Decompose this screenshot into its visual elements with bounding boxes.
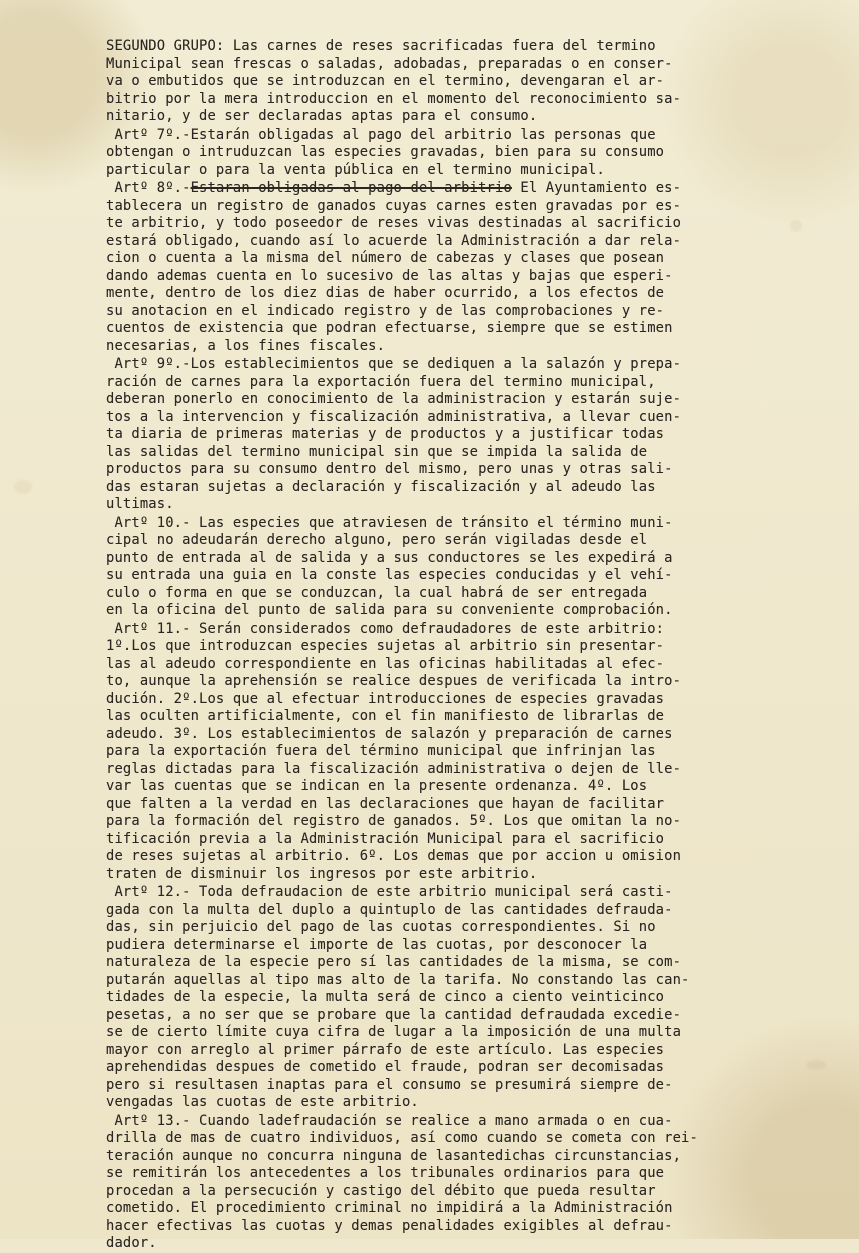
- text-line-5: nitario, y de ser declaradas aptas para el consumo.: [106, 108, 538, 124]
- text-line-30: punto de entrada al de salida y a sus conductores se les expedirá a: [106, 549, 673, 566]
- text-line-37: to, aunque la aprehensión se realice despues de verificada la intro-: [106, 673, 682, 689]
- text-line-57: se de cierto límite cuya cifra de lugar a la imposición de una multa: [106, 1024, 682, 1040]
- text-line-35: 1º.Los que introduzcan especies sujetas al arbitrio sin presentar-: [106, 638, 665, 654]
- text-line-4: bitrio por la mera introduccion en el momento del reconocimiento sa-: [106, 90, 682, 107]
- text-line-54: putarán aquellas al tipo mas alto de la tarifa. No constando las can-: [106, 971, 690, 988]
- text-line-39: las oculten artificialmente, con el fin manifiesto de librarlas de: [106, 708, 665, 724]
- text-line-38: dución. 2º.Los que al efectuar introducciones de especies gravadas: [106, 690, 665, 707]
- text-line-59: aprehendidas despues de cometido el fraude, podran ser decomisadas: [106, 1059, 665, 1075]
- text-line-44: que falten a la verdad en las declaraciones que hayan de facilitar: [106, 795, 665, 812]
- text-line-1: SEGUNDO GRUPO: Las carnes de reses sacrificadas fuera del termino: [106, 38, 656, 54]
- text-line-19: Artº 9º.-Los establecimientos que se dediquen a la salazón y prepa-: [106, 356, 682, 372]
- text-line-36: las al adeudo correspondiente en las oficinas habilitadas al efec-: [106, 655, 665, 672]
- text-line-23: ta diaria de primeras materias y de productos y a justificar todas: [106, 426, 665, 442]
- text-line-28: Artº 10.- Las especies que atraviesen de tránsito el término muni-: [106, 514, 673, 531]
- text-line-6: Artº 7º.-Estarán obligadas al pago del arbitrio las personas que: [106, 126, 656, 143]
- text-line-51: das, sin perjuicio del pago de las cuotas correspondientes. Si no: [106, 919, 656, 935]
- typed-text-block: [106, 38, 806, 1253]
- text-line-16: su anotacion en el indicado registro y de las comprobaciones y re-: [106, 302, 665, 319]
- text-line-67: cometido. El procedimiento criminal no impidirá a la Administración: [106, 1200, 673, 1216]
- text-line-62: Artº 13.- Cuando ladefraudación se realice a mano armada o en cua-: [106, 1112, 673, 1129]
- text-line-41: para la exportación fuera del término municipal que infrinjan las: [106, 743, 656, 759]
- text-line-50: gada con la multa del duplo a quintuplo de las cantidades defrauda-: [106, 901, 673, 918]
- text-line-63: drilla de mas de cuatro individuos, así como cuando se cometa con rei-: [106, 1130, 698, 1146]
- text-line-55: tidades de la especie, la multa será de cinco a ciento veinticinco: [106, 989, 665, 1005]
- text-line-11: te arbitrio, y todo poseedor de reses vivas destinadas al sacrificio: [106, 215, 682, 231]
- text-line-9: Artº 8º.-Estaran obligadas al pago del arbitrio El Ayuntamiento es-: [106, 180, 682, 196]
- text-line-25: productos para su consumo dentro del mismo, pero unas y otras sali-: [106, 461, 673, 477]
- text-line-33: en la oficina del punto de salida para su conveniente comprobación.: [106, 602, 673, 618]
- text-line-14: dando ademas cuenta en lo sucesivo de las altas y bajas que esperi-: [106, 267, 673, 284]
- text-line-27: ultimas.: [106, 496, 174, 512]
- text-line-60: pero si resultasen inaptas para el consumo se presumirá siempre de-: [106, 1076, 673, 1093]
- text-line-18: necesarias, a los fines fiscales.: [106, 337, 386, 354]
- text-line-21: deberan ponerlo en conocimiento de la administracion y estarán suje-: [106, 391, 682, 407]
- text-line-3: va o embutidos que se introduzcan en el termino, devengaran el ar-: [106, 73, 665, 89]
- text-line-56: pesetas, a no ser que se probare que la cantidad defraudada excedie-: [106, 1006, 682, 1023]
- text-line-26: das estaran sujetas a declaración y fiscalización y al adeudo las: [106, 478, 656, 495]
- text-line-47: de reses sujetas al arbitrio. 6º. Los demas que por accion u omision: [106, 848, 682, 864]
- text-line-34: Artº 11.- Serán considerados como defraudadores de este arbitrio:: [106, 620, 665, 637]
- struck-through-text: Estaran obligadas al pago del arbitrio: [190, 180, 512, 196]
- text-line-31: su entrada una guia en la conste las especies conducidas y el vehí-: [106, 567, 673, 583]
- text-line-46: tificación previa a la Administración Municipal para el sacrificio: [106, 830, 665, 847]
- text-line-7: obtengan o intruduzcan las especies gravadas, bien para su consumo: [106, 144, 665, 160]
- text-line-10: tablecera un registro de ganados cuyas carnes esten gravadas por es-: [106, 197, 682, 214]
- text-line-58: mayor con arreglo al primer párrafo de este artículo. Las especies: [106, 1041, 665, 1058]
- text-line-40: adeudo. 3º. Los establecimientos de salazón y preparación de carnes: [106, 725, 673, 742]
- text-line-69: dador.: [106, 1235, 157, 1251]
- text-line-20: ración de carnes para la exportación fuera del termino municipal,: [106, 373, 656, 390]
- text-line-49: Artº 12.- Toda defraudacion de este arbitrio municipal será casti-: [106, 884, 673, 900]
- paper-stain: [14, 480, 32, 494]
- paper-stain: [806, 1060, 826, 1070]
- text-line-8: particular o para la venta pública en el termino municipal.: [106, 161, 605, 178]
- text-line-15: mente, dentro de los diez dias de haber ocurrido, a los efectos de: [106, 285, 665, 301]
- text-line-61: vengadas las cuotas de este arbitrio.: [106, 1094, 419, 1110]
- text-line-66: procedan a la persecución y castigo del débito que pueda resultar: [106, 1182, 656, 1199]
- text-line-32: culo o forma en que se conduzcan, la cual habrá de ser entregada: [106, 584, 648, 601]
- text-line-22: tos a la intervencion y fiscalización administrativa, a llevar cuen-: [106, 408, 682, 425]
- text-line-45: para la formación del registro de ganados. 5º. Los que omitan la no-: [106, 813, 682, 829]
- text-line-13: cion o cuenta a la misma del número de cabezas y clases que posean: [106, 250, 665, 266]
- text-line-12: estará obligado, cuando así lo acuerde la Administración a dar rela-: [106, 232, 682, 249]
- text-line-24: las salidas del termino municipal sin que se impida la salida de: [106, 443, 648, 460]
- text-line-17: cuentos de existencia que podran efectuarse, siempre que se estimen: [106, 320, 673, 336]
- text-line-43: var las cuentas que se indican en la presente ordenanza. 4º. Los: [106, 778, 648, 794]
- text-line-42: reglas dictadas para la fiscalización administrativa o dejen de lle-: [106, 760, 682, 777]
- text-line-64: teración aunque no concurra ninguna de lasantedichas circunstancias,: [106, 1147, 682, 1164]
- text-line-52: pudiera determinarse el importe de las cuotas, por desconocer la: [106, 936, 648, 953]
- text-line-48: traten de disminuir los ingresos por este arbitrio.: [106, 865, 538, 882]
- text-line-68: hacer efectivas las cuotas y demas penalidades exigibles al defrau-: [106, 1217, 673, 1234]
- text-line-65: se remitirán los antecedentes a los tribunales ordinarios para que: [106, 1165, 665, 1181]
- text-line-2: Municipal sean frescas o saladas, adobadas, preparadas o en conser-: [106, 55, 673, 72]
- text-line-29: cipal no adeudarán derecho alguno, pero serán vigiladas desde el: [106, 532, 648, 548]
- text-line-53: naturaleza de la especie pero sí las cantidades de la misma, se com-: [106, 954, 682, 970]
